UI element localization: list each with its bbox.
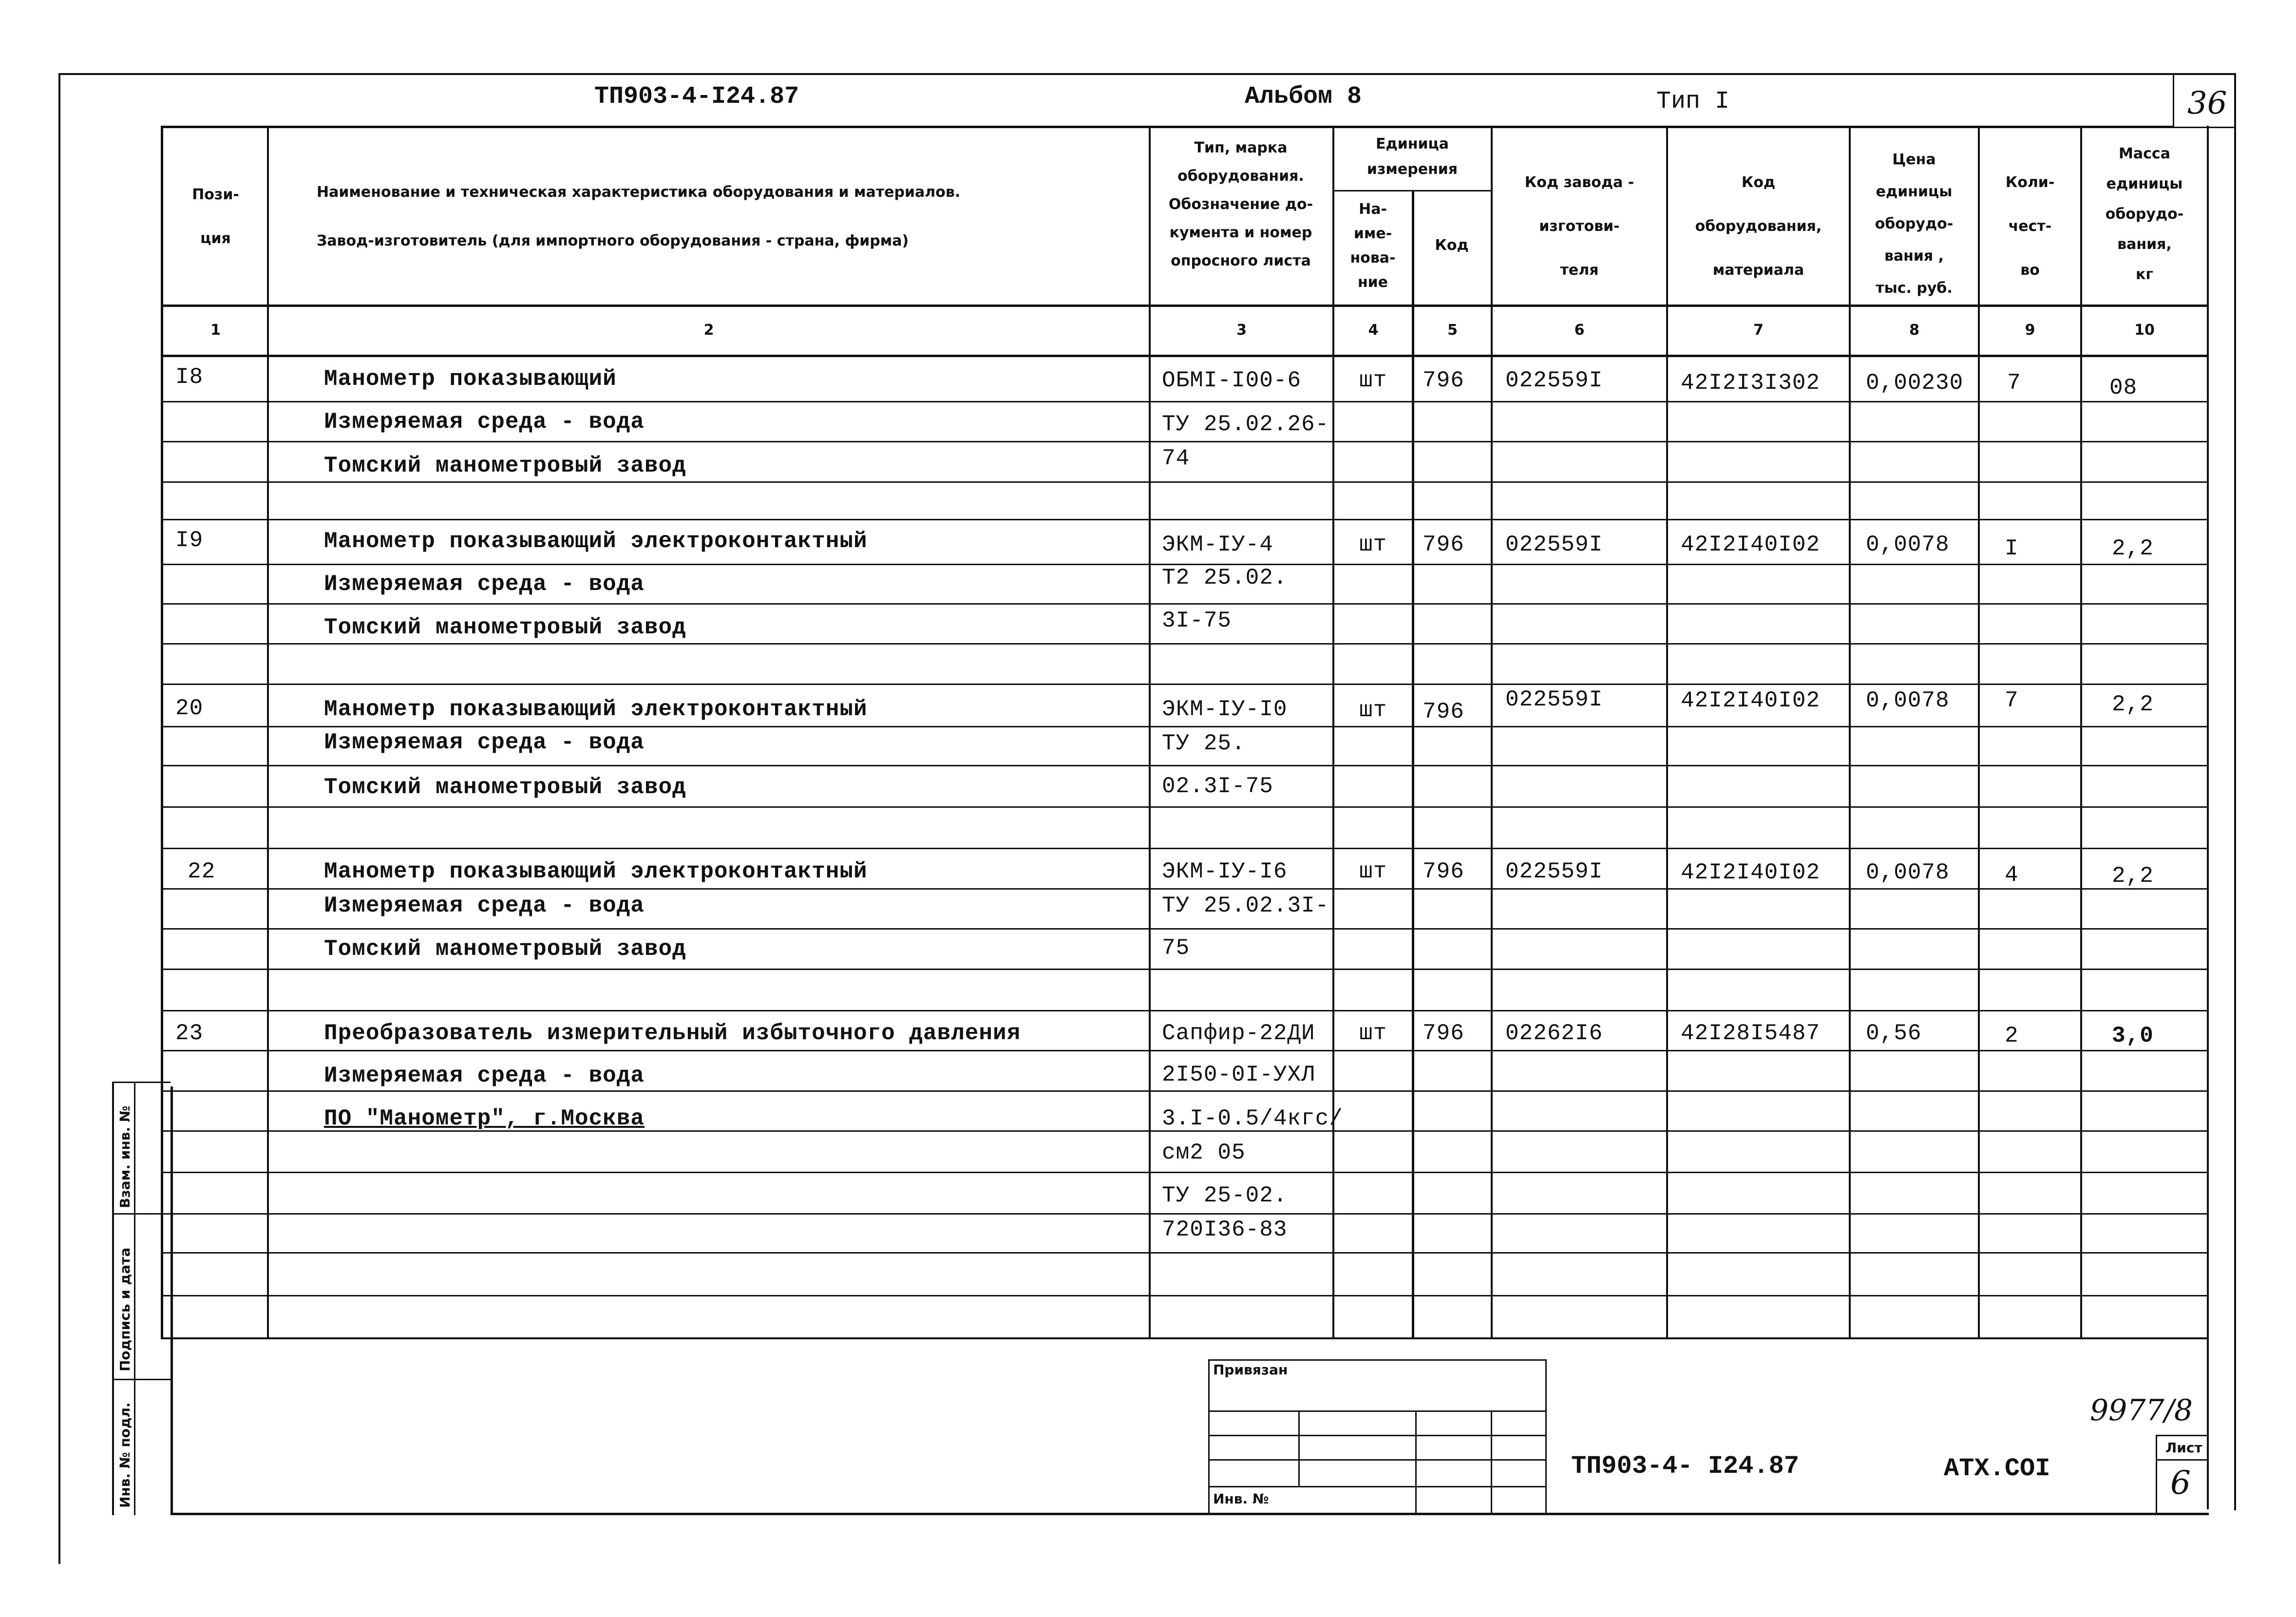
row-line: [161, 888, 2207, 890]
bound-box-right: [1545, 1359, 1547, 1514]
bound-box-row: [1208, 1435, 1547, 1436]
item-qty: 7: [2005, 688, 2019, 713]
item-name: Манометр показывающий электроконтактный: [324, 529, 868, 554]
col-header-name: Наименование и техническая характеристика оборудования и материалов. Завод-изготовитель (для импортного оборудования - страна, фирма): [317, 184, 961, 249]
col-number-7: 7: [1753, 322, 1764, 339]
item-unit: шт: [1359, 1021, 1387, 1046]
side-strip-div: [112, 1213, 171, 1215]
item-type-doc: ТУ 25.: [1162, 731, 1246, 756]
item-type-doc: ТУ 25-02.: [1162, 1183, 1288, 1208]
item-type-doc: см2 05: [1162, 1140, 1246, 1165]
item-name: Манометр показывающий: [324, 366, 617, 392]
table-header-bottom: [161, 304, 2207, 307]
col-number-9: 9: [2025, 322, 2035, 339]
outer-frame-top: [58, 73, 2236, 75]
bound-box-col: [1491, 1410, 1492, 1514]
col-number-5: 5: [1447, 322, 1458, 339]
table-numbers-bottom: [161, 355, 2207, 357]
row-line: [161, 1213, 2207, 1215]
outer-frame-left: [58, 73, 60, 1564]
col-header-position: Пози- ция: [192, 186, 239, 247]
corner-box-bottom: [2173, 127, 2235, 128]
col-number-1: 1: [210, 322, 221, 339]
item-qty: 7: [2007, 370, 2021, 396]
col-header-unit-name: На- име- нова- ние: [1350, 201, 1396, 291]
item-type: ЭКМ-IУ-I6: [1162, 859, 1288, 884]
row-line: [161, 401, 2207, 402]
item-mass: 2,2: [2112, 692, 2154, 717]
inv-label: Инв. №: [1213, 1491, 1269, 1507]
row-line: [161, 969, 2207, 970]
row-line: [161, 519, 2207, 520]
row-line: [161, 1090, 2207, 1092]
item-mass: 2,2: [2112, 863, 2154, 889]
bound-box-col: [1415, 1410, 1417, 1514]
item-equip-code: 42I2I40I02: [1681, 532, 1821, 557]
item-unit-code: 796: [1423, 699, 1464, 724]
item-qty: I: [2005, 536, 2019, 561]
bound-box-left: [1208, 1359, 1210, 1514]
side-label-replacement-inv: Взам. инв. №: [117, 1105, 133, 1208]
item-manufacturer: Томский манометровый завод: [324, 453, 686, 478]
item-maker-code: 022559I: [1505, 859, 1603, 884]
item-name: Манометр показывающий электроконтактный: [324, 859, 868, 884]
col-number-3: 3: [1236, 322, 1247, 339]
col-header-mass: Масса единицы оборудо- вания, кг: [2105, 145, 2184, 283]
row-line: [161, 1050, 2207, 1051]
sheet-box-top: [2156, 1435, 2208, 1436]
table-top: [161, 126, 2174, 128]
row-line: [161, 684, 2207, 685]
col-sep-3: [1332, 126, 1334, 1339]
item-manufacturer: Томский манометровый завод: [324, 775, 686, 800]
side-strip-top: [112, 1082, 171, 1083]
item-maker-code: 022559I: [1505, 532, 1603, 557]
item-equip-code: 42I2I40I02: [1681, 688, 1821, 713]
col-header-equip-code: Код оборудования, материала: [1695, 174, 1822, 279]
side-strip-div: [112, 1379, 171, 1380]
item-type: ЭКМ-IУ-I0: [1162, 697, 1288, 722]
col-header-maker-code: Код завода - изготови- теля: [1524, 174, 1634, 279]
col-sep-4: [1412, 190, 1414, 1339]
item-type-doc: 75: [1162, 935, 1190, 961]
item-qty: 2: [2005, 1023, 2019, 1048]
item-type-doc: ТУ 25.02.26-: [1162, 412, 1329, 437]
item-price: 0,0078: [1866, 532, 1950, 557]
item-type-doc: 74: [1162, 446, 1190, 471]
col-sep-6: [1666, 126, 1668, 1339]
item-type-doc: 3.I-0.5/4кгс/: [1162, 1106, 1343, 1131]
side-label-signature-date: Подпись и дата: [117, 1247, 133, 1371]
side-strip-mid: [134, 1082, 135, 1515]
stamp-sheet-code: АТХ.СОI: [1944, 1454, 2050, 1483]
col-header-type: Тип, марка оборудования. Обозначение до- кумента и номер опросного листа: [1168, 139, 1313, 269]
row-line: [161, 1295, 2207, 1296]
item-unit-code: 796: [1423, 1021, 1464, 1046]
title-block-bottom: [171, 1513, 2209, 1515]
sheet-box-mid: [2156, 1459, 2208, 1461]
col-number-10: 10: [2134, 322, 2155, 339]
corner-box-left: [2173, 74, 2174, 128]
item-manufacturer: ПО "Манометр", г.Москва: [324, 1106, 645, 1131]
bound-box-row: [1208, 1410, 1547, 1412]
bound-box-col: [1298, 1410, 1300, 1486]
item-unit: шт: [1359, 368, 1387, 393]
item-equip-code: 42I2I3I302: [1681, 370, 1821, 396]
item-type: ОБМI-I00-6: [1162, 368, 1302, 393]
col-sep-7: [1849, 126, 1851, 1339]
bound-box-row: [1208, 1486, 1547, 1487]
col-number-2: 2: [703, 322, 714, 339]
col-sep-9: [2080, 126, 2082, 1339]
item-type-doc: ТУ 25.02.3I-: [1162, 893, 1329, 918]
type-label: Тип I: [1656, 88, 1730, 115]
table-left: [161, 126, 163, 1339]
item-maker-code: 022559I: [1505, 687, 1603, 712]
col-header-unit-code: Код: [1435, 237, 1469, 254]
item-mass: 08: [2109, 375, 2138, 400]
item-maker-code: 02262I6: [1505, 1021, 1603, 1046]
row-line: [161, 441, 2207, 442]
row-line: [161, 806, 2207, 808]
item-type: ЭКМ-IУ-4: [1162, 532, 1273, 557]
item-name: Преобразователь измерительный избыточного давления: [324, 1021, 1021, 1046]
item-manufacturer: Томский манометровый завод: [324, 936, 686, 962]
col-sep-1: [267, 126, 269, 1339]
item-price: 0,56: [1866, 1021, 1922, 1046]
item-unit-code: 796: [1423, 859, 1464, 884]
item-position: 23: [175, 1021, 204, 1046]
item-name: Манометр показывающий электроконтактный: [324, 697, 868, 722]
item-price: 0,0078: [1866, 688, 1950, 713]
bound-box-row: [1208, 1459, 1547, 1461]
item-medium: Измеряемая среда - вода: [324, 893, 645, 918]
col-sep-2: [1149, 126, 1151, 1339]
item-type-doc: 2I50-0I-УХЛ: [1162, 1062, 1315, 1087]
item-position: 22: [188, 859, 216, 884]
item-type: Сапфир-22ДИ: [1162, 1021, 1315, 1046]
doc-code-top: ТП903-4-I24.87: [594, 83, 799, 111]
item-mass: 2,2: [2112, 536, 2154, 561]
item-medium: Измеряемая среда - вода: [324, 571, 645, 597]
item-position: 20: [175, 696, 204, 721]
album-label: Альбом 8: [1245, 83, 1362, 111]
outer-frame-right: [2234, 73, 2236, 1510]
item-medium: Измеряемая среда - вода: [324, 1063, 645, 1088]
col-number-4: 4: [1368, 322, 1379, 339]
row-line: [161, 1252, 2207, 1254]
item-unit-code: 796: [1423, 368, 1464, 393]
col-header-price: Цена единицы оборудо- вания , тыс. руб.: [1875, 151, 1954, 297]
item-unit: шт: [1359, 532, 1387, 557]
row-line: [161, 765, 2207, 766]
sheet-label: Лист: [2165, 1440, 2202, 1456]
item-maker-code: 022559I: [1505, 368, 1603, 393]
item-unit: шт: [1359, 698, 1387, 723]
item-type-doc: 02.3I-75: [1162, 774, 1273, 799]
col-header-unit-group: Единица измерения: [1366, 135, 1458, 178]
row-line: [161, 1010, 2207, 1011]
row-line: [161, 481, 2207, 483]
bound-box-top: [1208, 1359, 1547, 1361]
item-unit-code: 796: [1423, 532, 1464, 557]
row-line: [161, 1337, 2207, 1339]
sheet-number: 6: [2170, 1464, 2191, 1502]
corner-number: 36: [2187, 85, 2227, 121]
item-type-doc: 3I-75: [1162, 608, 1232, 633]
item-medium: Измеряемая среда - вода: [324, 730, 645, 755]
bound-label: Привязан: [1213, 1362, 1288, 1378]
item-mass: 3,0: [2112, 1023, 2154, 1048]
col-sep-10: [2207, 126, 2209, 1509]
row-line: [161, 928, 2207, 930]
side-label-inv-original: Инв. № подл.: [117, 1402, 133, 1508]
item-type-doc: 720I36-83: [1162, 1217, 1288, 1242]
side-strip-left: [112, 1082, 114, 1515]
item-manufacturer: Томский манометровый завод: [324, 615, 686, 640]
row-line: [161, 1172, 2207, 1173]
col-header-qty: Коли- чест- во: [2005, 174, 2055, 279]
item-price: 0,00230: [1866, 370, 1964, 396]
col-number-6: 6: [1574, 322, 1585, 339]
item-medium: Измеряемая среда - вода: [324, 409, 645, 435]
sheet-box-left: [2156, 1435, 2157, 1514]
item-qty: 4: [2005, 862, 2019, 888]
item-equip-code: 42I28I5487: [1681, 1021, 1821, 1046]
row-line: [161, 643, 2207, 645]
row-line: [161, 726, 2207, 727]
item-price: 0,0078: [1866, 860, 1950, 885]
col-sep-8: [1978, 126, 1980, 1339]
item-position: I8: [175, 364, 204, 390]
item-type-doc: Т2 25.02.: [1162, 565, 1288, 590]
stamp-doc-code: ТП903-4- I24.87: [1571, 1452, 1800, 1481]
col-number-8: 8: [1909, 322, 1919, 339]
handwritten-number: 9977/8: [2090, 1393, 2193, 1427]
unit-group-divider: [1332, 190, 1493, 191]
col-sep-5: [1491, 126, 1493, 1339]
item-equip-code: 42I2I40I02: [1681, 860, 1821, 885]
item-unit: шт: [1359, 859, 1387, 884]
row-line: [161, 848, 2207, 849]
table-left-lower: [171, 1086, 173, 1515]
row-line: [161, 603, 2207, 605]
item-position: I9: [175, 528, 204, 553]
